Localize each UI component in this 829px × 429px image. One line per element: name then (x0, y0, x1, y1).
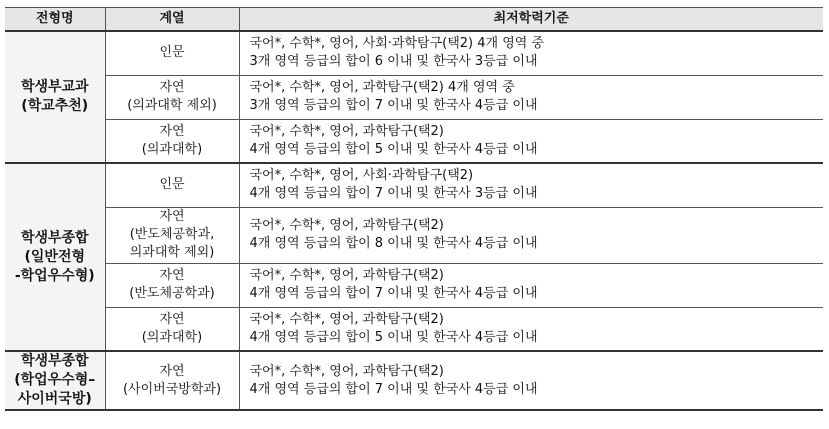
admission-type-cell (5, 31, 105, 163)
table-row (5, 351, 823, 410)
criteria-line: 3개 영역 등급의 합이 6 이내 및 한국사 3등급 이내 (249, 54, 538, 70)
field-cell (105, 351, 239, 410)
criteria-line: 국어*, 수학*, 영어, 사회·과학탐구(택2) 4개 영역 중 (249, 36, 544, 52)
field-line: 자연 (159, 123, 185, 139)
criteria-cell (239, 307, 823, 351)
header-row (5, 8, 823, 32)
field-line: 자연 (159, 311, 185, 327)
field-cell (105, 263, 239, 307)
table-row (5, 307, 823, 351)
type-line: (학교추천) (21, 98, 89, 114)
criteria-line: 국어*, 수학*, 영어, 과학탐구(택2) (249, 311, 444, 327)
criteria-cell (239, 263, 823, 307)
table-row (5, 207, 823, 263)
field-line: (의과대학) (141, 329, 203, 345)
table-row (5, 163, 823, 207)
criteria-line: 국어*, 수학*, 영어, 사회·과학탐구(택2) (249, 168, 474, 184)
criteria-cell (239, 119, 823, 163)
type-line: 학생부교과 (20, 79, 89, 95)
criteria-cell (239, 31, 823, 75)
table-row (5, 31, 823, 75)
table-row (5, 75, 823, 119)
criteria-line: 국어*, 수학*, 영어, 과학탐구(택2) (249, 268, 444, 283)
type-line: 사이버국방) (17, 391, 92, 407)
field-line: 자연 (159, 363, 185, 379)
criteria-line: 3개 영역 등급의 합이 7 이내 및 한국사 4등급 이내 (249, 98, 538, 113)
criteria-line: 4개 영역 등급의 합이 7 이내 및 한국사 3등급 이내 (249, 186, 538, 202)
field-line: (의과대학 제외) (127, 98, 217, 113)
field-line: 자연 (159, 268, 185, 283)
criteria-line: 4개 영역 등급의 합이 7 이내 및 한국사 4등급 이내 (249, 381, 538, 397)
criteria-cell (239, 75, 823, 119)
header-field: 계열 (105, 8, 239, 32)
criteria-line: 국어*, 수학*, 영어, 과학탐구(택2) 4개 영역 중 (249, 80, 515, 95)
type-line: (일반전형 (24, 248, 85, 265)
criteria-line: 4개 영역 등급의 합이 8 이내 및 한국사 4등급 이내 (249, 236, 538, 251)
field-cell (105, 75, 239, 119)
type-line: 학생부종합 (20, 353, 89, 369)
field-line: 인문 (159, 45, 185, 61)
field-line: 자연 (159, 80, 185, 95)
type-line: (학업우수형– (14, 372, 96, 388)
admission-type-cell (5, 351, 105, 410)
field-line: (반도체공학과, (129, 227, 215, 242)
type-line: 학생부종합 (20, 229, 89, 246)
table-row (5, 263, 823, 307)
header-criteria: 최저학력기준 (239, 8, 823, 32)
field-line: 인문 (159, 177, 185, 193)
field-cell (105, 207, 239, 263)
header-type: 전형명 (5, 8, 105, 32)
criteria-cell (239, 207, 823, 263)
field-line: (사이버국방학과) (122, 381, 222, 397)
admission-criteria-table (5, 7, 823, 411)
field-cell (105, 119, 239, 163)
field-line: (의과대학) (141, 141, 203, 157)
field-line: 자연 (159, 209, 185, 224)
type-line: -학업우수형) (14, 267, 95, 284)
criteria-line: 국어*, 수학*, 영어, 과학탐구(택2) (249, 218, 444, 233)
field-cell (105, 307, 239, 351)
criteria-cell (239, 351, 823, 410)
field-cell (105, 163, 239, 207)
field-line: 의과대학 제외) (129, 245, 215, 260)
table-row (5, 119, 823, 163)
field-cell (105, 31, 239, 75)
criteria-line: 4개 영역 등급의 합이 7 이내 및 한국사 4등급 이내 (249, 286, 538, 301)
field-line: (반도체공학과) (129, 286, 215, 301)
criteria-cell (239, 163, 823, 207)
criteria-line: 국어*, 수학*, 영어, 과학탐구(택2) (249, 363, 444, 379)
criteria-line: 4개 영역 등급의 합이 5 이내 및 한국사 4등급 이내 (249, 141, 538, 157)
criteria-line: 국어*, 수학*, 영어, 과학탐구(택2) (249, 123, 444, 139)
criteria-line: 4개 영역 등급의 합이 5 이내 및 한국사 4등급 이내 (249, 329, 538, 345)
admission-type-cell (5, 163, 105, 351)
